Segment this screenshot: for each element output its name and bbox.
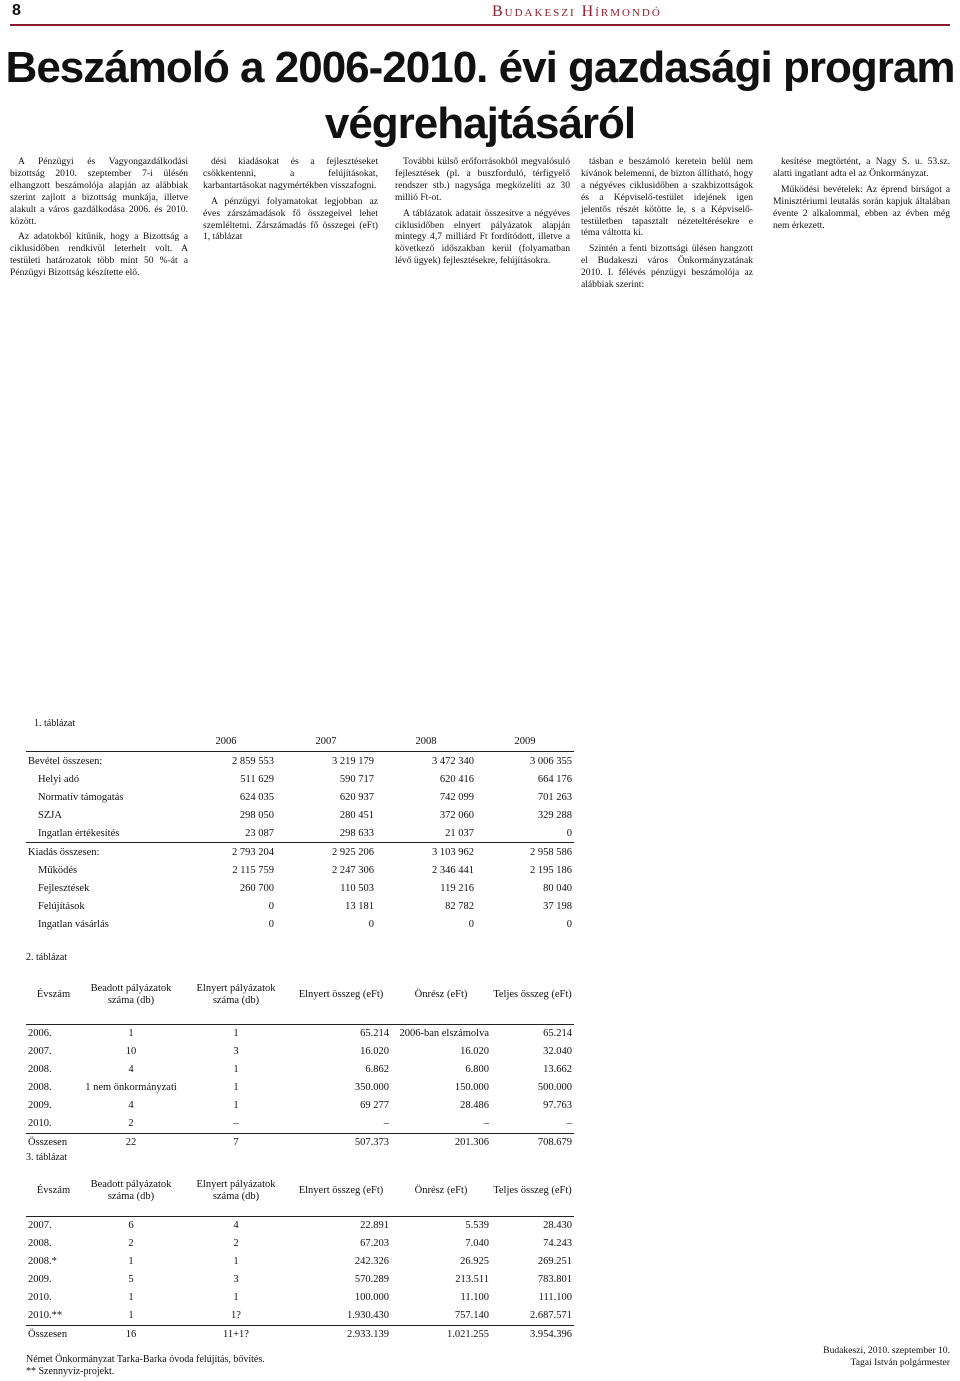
table-row (26, 1253, 574, 1271)
col-header: Önrész (eFt) (391, 966, 491, 1024)
col-header: Elnyert összeg (eFt) (291, 966, 391, 1024)
table-cell: 100.000 (354, 1292, 389, 1303)
table-cell: 2 (128, 1118, 134, 1129)
table-cell: 22.891 (360, 1220, 389, 1231)
headline-line-1: Beszámoló a 2006-2010. évi gazdasági program (5, 43, 955, 92)
table-cell: 742 099 (439, 791, 474, 803)
table-cell: 16.020 (460, 1046, 489, 1057)
table-cell: 1 (233, 1028, 239, 1039)
table-cell: 260 700 (239, 882, 274, 894)
table-row (26, 1097, 574, 1115)
table-cell: 0 (268, 918, 274, 930)
table-cell: 10 (125, 1046, 137, 1057)
table-note: Német Önkormányzat Tarka-Barka óvoda felújítás, bővítés. (26, 1354, 265, 1365)
table-cell: 2010.** (28, 1310, 63, 1321)
table-cell: 350.000 (354, 1082, 389, 1093)
table-cell: 1.021.255 (391, 1325, 491, 1344)
table-cell: 2009. (28, 1100, 52, 1111)
table-cell: 2 247 306 (332, 864, 374, 876)
table-1-caption: 1. táblázat (34, 718, 76, 729)
table-cell: 4 (128, 1100, 134, 1111)
row-label: Felújítások (38, 900, 85, 912)
year-header: 2006 (176, 733, 276, 752)
table-cell: 242.326 (354, 1256, 389, 1267)
table-cell: 2.687.571 (530, 1310, 572, 1321)
col-header: Beadott pályázatok száma (db) (81, 1166, 181, 1216)
table-cell: 1? (231, 1310, 241, 1321)
table-cell: 372 060 (439, 809, 474, 821)
table-cell: – (483, 1118, 489, 1129)
table-row (26, 1271, 574, 1289)
table-row (26, 806, 574, 824)
table-cell: 6.800 (465, 1064, 489, 1075)
table-cell: 2 859 553 (232, 755, 274, 767)
table-row (26, 1325, 574, 1344)
table-cell: 2008. (28, 1238, 52, 1249)
table-row (26, 1289, 574, 1307)
table-cell: 2006. (28, 1028, 52, 1039)
col-header: Beadott pályázatok száma (db) (81, 966, 181, 1024)
page-header (0, 0, 960, 30)
table-cell: 28.430 (543, 1220, 572, 1231)
table-cell: 3.954.396 (491, 1325, 574, 1344)
table-cell: 507.373 (291, 1133, 391, 1152)
table-cell: 7 (181, 1133, 291, 1152)
table-cell: 5 (128, 1274, 134, 1285)
table-3 (26, 1166, 574, 1344)
table-cell: 3 103 962 (376, 843, 476, 862)
table-row (26, 861, 574, 879)
col-header: Teljes összeg (eFt) (491, 1166, 574, 1216)
row-label: Ingatlan értékesítés (38, 827, 120, 839)
table-3-caption: 3. táblázat (26, 1152, 68, 1163)
signoff (773, 1345, 950, 1369)
table-2-caption: 2. táblázat (26, 952, 68, 963)
table-row (26, 1235, 574, 1253)
paragraph: Az adatokból kitűnik, hogy a Bizottság a ciklusidőben rendkívül leterhelt volt. A testületi határozatok több mint 50 %-át a Pénzügyi Bizottság készítette elő. (10, 231, 188, 279)
table-cell: 2008.* (28, 1256, 57, 1267)
table-cell: 298 050 (239, 809, 274, 821)
table-row (26, 1115, 574, 1134)
table-cell: 67.203 (360, 1238, 389, 1249)
table-row (26, 879, 574, 897)
table-cell: Összesen (26, 1133, 81, 1152)
table-cell: 74.243 (543, 1238, 572, 1249)
table-cell: 1 nem önkormányzati (85, 1082, 177, 1093)
table-cell: 620 416 (439, 773, 474, 785)
table-cell: 201.306 (391, 1133, 491, 1152)
paragraph: tásban e beszámoló keretein belül nem kívánok belemenni, de bizton állítható, hogy a négyéves ciklusidőben a szakbizottságok és a Képviselő-testület idejének igen jelentős részét kötötte le, s a Képviselő-testületben tapasztalt nézeteltérésekre e téma váltotta ki. (581, 156, 753, 239)
table-cell: 570.289 (354, 1274, 389, 1285)
table-cell: 511 629 (240, 773, 274, 785)
col-header: Önrész (eFt) (391, 1166, 491, 1216)
column-2 (203, 156, 378, 247)
table-cell: 2 793 204 (176, 843, 276, 862)
column-3 (395, 156, 570, 271)
table-cell: 3 219 179 (332, 755, 374, 767)
table-cell: 0 (566, 918, 572, 930)
paragraph: A Pénzügyi és Vagyongazdálkodási bizottság 2010. szeptember 7-i ülésén elhangzott beszámolója alapján az alábbiak szerint zajlott a bizottság munkája, illetve alakult a város gazdálkodása 2006. és 2010. között. (10, 156, 188, 227)
headline-line-2: végrehajtásáról (324, 99, 636, 148)
year-header: 2007 (276, 733, 376, 752)
col-header: Elnyert pályázatok száma (db) (181, 966, 291, 1024)
table-cell: 3 472 340 (432, 755, 474, 767)
table-cell: 2006-ban elszámolva (399, 1028, 489, 1039)
col-header: Teljes összeg (eFt) (491, 966, 574, 1024)
table-cell: 28.486 (460, 1100, 489, 1111)
table-cell: 620 937 (339, 791, 374, 803)
table-row (26, 1133, 574, 1152)
table-cell: 624 035 (239, 791, 274, 803)
row-label: SZJA (38, 809, 62, 821)
table-cell: 3 (233, 1274, 239, 1285)
row-label: Kiadás összesen: (26, 843, 176, 862)
table-2 (26, 966, 574, 1152)
table-cell: 80 040 (543, 882, 572, 894)
table-cell: 590 717 (339, 773, 374, 785)
table-cell: 2007. (28, 1046, 52, 1057)
table-cell: 2007. (28, 1220, 52, 1231)
table-cell: 23 087 (245, 827, 274, 839)
row-label: Helyi adó (38, 773, 80, 785)
table-cell: 22 (81, 1133, 181, 1152)
table-cell: 6 (128, 1220, 134, 1231)
col-header: Elnyert pályázatok száma (db) (181, 1166, 291, 1216)
table-cell: – (383, 1118, 389, 1129)
table-cell: 1 (128, 1028, 134, 1039)
row-label: Ingatlan vásárlás (38, 918, 109, 930)
table-row (26, 1216, 574, 1235)
table-note: ** Szennyvíz-projekt. (26, 1366, 115, 1377)
table-cell: 3 (233, 1046, 239, 1057)
table-row (26, 915, 574, 933)
masthead: Budakeszi Hírmondó (492, 3, 662, 20)
paragraph: További külső erőforrásokból megvalósuló fejlesztések (pl. a buszforduló, térfigyelő rendszer stb.) nagysága megközelíti az 30 millió Ft-ot. (395, 156, 570, 203)
table-cell: 11+1? (181, 1325, 291, 1344)
table-cell: 2009. (28, 1274, 52, 1285)
table-cell: – (233, 1118, 239, 1129)
table-cell: 329 288 (537, 809, 572, 821)
table-cell: 0 (268, 900, 274, 912)
table-row (26, 788, 574, 806)
table-cell: 65.214 (360, 1028, 389, 1039)
table-row (26, 897, 574, 915)
table-1 (26, 733, 574, 933)
table-cell: 757.140 (454, 1310, 489, 1321)
paragraph: A táblázatok adatait összesítve a négyéves ciklusidőben elnyert pályázatok alapján mintegy 4,7 milliárd Ft fordítódott, illetve a következő időszakban kerül (folyamatban lévő ügyek) fejlesztésekre, felújításokra. (395, 207, 570, 267)
table-3-notes (26, 1354, 265, 1378)
table-cell: 82 782 (445, 900, 474, 912)
table-row (26, 1079, 574, 1097)
table-row (26, 1043, 574, 1061)
table-cell: 500.000 (537, 1082, 572, 1093)
table-cell: 13 181 (345, 900, 374, 912)
table-cell: 110 503 (340, 882, 374, 894)
table-cell: 1 (233, 1082, 239, 1093)
table-cell: 280 451 (339, 809, 374, 821)
table-cell: 11.100 (460, 1292, 489, 1303)
table-cell: 69 277 (360, 1100, 389, 1111)
table-cell: 2 (128, 1238, 134, 1249)
table-cell: – (566, 1118, 572, 1129)
table-cell: 2 958 586 (476, 843, 574, 862)
table-cell: 1 (128, 1292, 134, 1303)
row-label: Fejlesztések (38, 882, 90, 894)
table-row (26, 824, 574, 843)
table-row (26, 770, 574, 788)
table-cell: 1 (233, 1256, 239, 1267)
table-cell: 2 (233, 1238, 239, 1249)
table-cell: 783.801 (537, 1274, 572, 1285)
table-cell: 2 346 441 (432, 864, 474, 876)
table-cell: 664 176 (537, 773, 572, 785)
table-cell: 2010. (28, 1118, 52, 1129)
table-cell: 0 (368, 918, 374, 930)
table-cell: 37 198 (543, 900, 572, 912)
table-cell: 2 195 186 (530, 864, 572, 876)
table-cell: 16.020 (360, 1046, 389, 1057)
year-header: 2009 (476, 733, 574, 752)
col-header: Elnyert összeg (eFt) (291, 1166, 391, 1216)
column-5 (773, 156, 950, 235)
table-row (26, 752, 574, 771)
signoff-place-date: Budakeszi, 2010. szeptember 10. (823, 1345, 950, 1356)
table-cell: 708.679 (491, 1133, 574, 1152)
table-cell: 2008. (28, 1064, 52, 1075)
table-cell: 111.100 (538, 1292, 572, 1303)
table-cell: 16 (81, 1325, 181, 1344)
table-cell: 7.040 (465, 1238, 489, 1249)
table-cell: 1 (128, 1310, 134, 1321)
table-cell: 1 (233, 1064, 239, 1075)
paragraph: Szintén a fenti bizottsági ülésen hangzott el Budakeszi város Önkormányzatának 2010. I. félévés pénzügyi beszámolója az alábbiak szerint: (581, 243, 753, 291)
table-cell: 213.511 (455, 1274, 489, 1285)
table-cell: 13.662 (543, 1064, 572, 1075)
table-cell: 0 (468, 918, 474, 930)
col-header: Évszám (26, 1166, 81, 1216)
table-cell: 4 (128, 1064, 134, 1075)
table-cell: 701 263 (537, 791, 572, 803)
paragraph: A pénzügyi folyamatokat legjobban az éves zárszámadások fő összegeivel lehet szemléltetni. Zárszámadás fő összegei (eFt) 1, táblázat (203, 195, 378, 243)
table-cell: 1.930.430 (347, 1310, 389, 1321)
signoff-name: Tagai István polgármester (850, 1356, 950, 1368)
table-cell: 3 006 355 (530, 755, 572, 767)
table-cell: 2010. (28, 1292, 52, 1303)
table-row (26, 1061, 574, 1079)
row-label: Működés (38, 864, 78, 876)
table-cell: Összesen (26, 1325, 81, 1344)
paragraph: Működési bevételek: Az éprend bírságot a Minisztériumi leutalás során kapjuk általában évente 2 alkalommal, ebben az évben még nem érkezett. (773, 183, 950, 231)
table-cell: 26.925 (460, 1256, 489, 1267)
table-cell: 1 (233, 1292, 239, 1303)
table-row (26, 843, 574, 862)
table-cell: 2008. (28, 1082, 52, 1093)
table-cell: 2.933.139 (291, 1325, 391, 1344)
table-cell: 0 (566, 827, 572, 839)
column-1 (10, 156, 188, 283)
table-cell: 298 633 (339, 827, 374, 839)
paragraph: dési kiadásokat és a fejlesztéseket csökkentenni, a felújításokat, karbantartásokat nagymértékben visszafogni. (203, 156, 378, 191)
table-cell: 32.040 (543, 1046, 572, 1057)
table-cell: 1 (233, 1100, 239, 1111)
table-cell: 6.862 (365, 1064, 389, 1075)
row-label: Normatív támogatás (38, 791, 124, 803)
table-cell: 1 (128, 1256, 134, 1267)
table-cell: 119 216 (440, 882, 474, 894)
table-row (26, 1307, 574, 1326)
header-rule (10, 24, 950, 26)
table-cell: 2 925 206 (276, 843, 376, 862)
table-cell: 21 037 (445, 827, 474, 839)
table-cell: 269.251 (537, 1256, 572, 1267)
row-label: Bevétel összesen: (28, 755, 103, 767)
table-cell: 5.539 (465, 1220, 489, 1231)
table-row (26, 1024, 574, 1043)
col-header: Évszám (26, 966, 81, 1024)
page-number: 8 (12, 2, 21, 19)
table-cell: 97.763 (543, 1100, 572, 1111)
year-header: 2008 (376, 733, 476, 752)
table-cell: 2 115 759 (232, 864, 274, 876)
table-cell: 65.214 (543, 1028, 572, 1039)
column-4 (581, 156, 753, 295)
table-cell: 4 (233, 1220, 239, 1231)
paragraph: kesítése megtörtént, a Nagy S. u. 53.sz. alatti ingatlant adta el az Önkormányzat. (773, 156, 950, 179)
table-cell: 150.000 (454, 1082, 489, 1093)
